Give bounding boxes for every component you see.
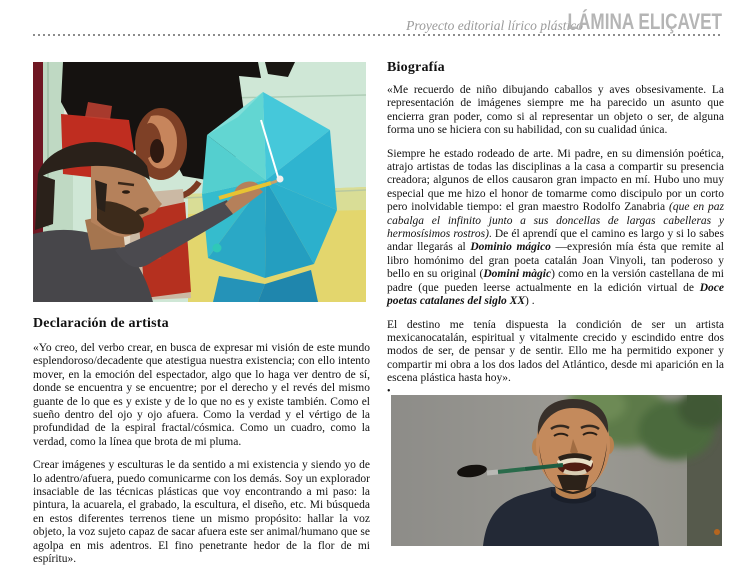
bullet-mark: •: [387, 385, 391, 397]
declaration-paragraph-2: Crear imágenes y esculturas le da sentido a mi existencia y siendo yo de lo adentro/afuera, puedo comunicarme con los demás. Soy un explorador insaciable de las técnicas plásticas que voy encontrando a mi paso: la pintura, la acuarela, el grabado, la escultura, el diseño, etc. Mi búsqueda en estos diferentes terrenos tiene un mismo propósito: hallar la voz objeto, la voz sujeto capaz de sacar afuera este ser animal/humano que se agolpa en mis adentros. El fino penetrante hedor de la flor de mi espíritu».: [33, 459, 370, 566]
declaration-heading: Declaración de artista: [33, 316, 169, 331]
biography-text: [387, 84, 724, 408]
text-run: ) como en la versión castellana de mi padre (que pueden leerse actualmente en la edición virtual de: [387, 268, 724, 294]
artist-portrait-photo: [391, 395, 722, 546]
dotted-divider: [33, 34, 722, 36]
text-run: Siempre he estado rodeado de arte. Mi padre, en su dimensión poética, atrajo artistas de todas las disciplinas a la casa a compartir su presencia creadora; algunos de ellos causaron gran impacto en mí. Hubo uno muy especial que me hizo el honor de tomarme como discipulo por un corto pero inolvidable tiempo: el gran maestro Rodolfo Zanabria: [387, 147, 724, 214]
text-run: . De él aprendí que el camino es largo y si lo sabes andar llegarás al: [387, 228, 724, 254]
project-label: Proyecto editorial lírico plástico: [406, 18, 583, 33]
biography-heading: Biografía: [387, 60, 445, 75]
brand-logo: LÁMINA ELIÇAVET: [567, 9, 722, 34]
biography-paragraph-1: «Me recuerdo de niño dibujando caballos y aves obsesivamente. La representación de imágenes siempre me ha parecido un asunto que encierra gran poder, como si al representar un objeto o ser, de alguna forma uno se hiciera con su habilidad, con su cualidad única.: [387, 84, 724, 137]
text-run-bold-italic: Doce poetas catalanes del siglo XX: [387, 281, 724, 308]
artist-portrait-illustration: [391, 395, 722, 546]
text-run-italic: (que en paz cabalga el infinito junto a sus doncellas de largas cabelleras y hermosísimos rostros): [387, 201, 724, 241]
text-run-bold-italic: Domini màgic: [483, 268, 552, 281]
biography-paragraph-2: [387, 148, 724, 309]
declaration-paragraph-1: «Yo creo, del verbo crear, en busca de expresar mi visión de este mundo esplendoroso/decadente que atestigua nuestra existencia; con ello intento mover, en la emoción del espectador, algo que lo haga ver dentro de sí, donde se encuentra y se encuentre; por el derecho y el revés del mismo guante de lo que es y existe y de lo que no es y existe también. Como el sueño dentro del ojo y ojo afuera. Como la verdad y el vértigo de la profundidad de la espiral fractal/cósmica. Como un cuadro, como la verdad, como la línea que brota de mi pluma.: [33, 342, 370, 448]
text-run: ) .: [525, 295, 535, 308]
artist-painting-illustration: [33, 62, 366, 302]
biography-paragraph-3: El destino me tenía dispuesta la condición de ser un artista mexicanocatalán, espiritual y vitalmente crecido y escindido entre dos modos de ser, de pensar y de sentir. Ello me ha permitido exponer y compartir mi obra a los dos lados del Atlántico, desde mi aparición en la escena plástica hasta hoy».: [387, 318, 724, 385]
declaration-text: [33, 342, 370, 577]
artist-painting-photo: [33, 62, 366, 302]
text-run: —expresión mía ésta que remite al libro homónimo del gran poeta catalán Joan Vinyoli, tan poderoso y bello en su original (: [387, 241, 724, 281]
text-run-bold-italic: Dominio mágico: [470, 241, 551, 254]
